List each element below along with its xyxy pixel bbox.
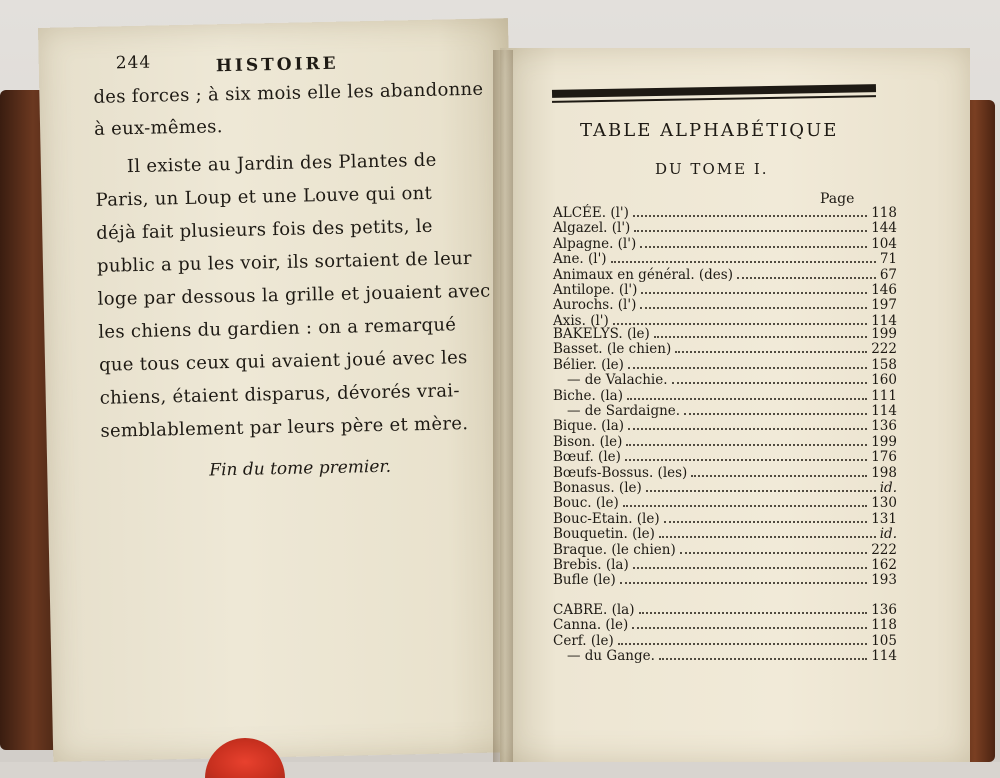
index-entry-page: 71 — [879, 251, 897, 268]
leader-dots — [626, 444, 867, 446]
index-entry-page: 158 — [871, 356, 897, 373]
index-entry — [553, 602, 897, 618]
index-entry-page: 114 — [871, 312, 897, 329]
index-entry — [553, 236, 897, 252]
book-gutter — [493, 50, 513, 762]
index-entry-label: Bufle (le) — [553, 572, 616, 589]
index-entry — [553, 572, 897, 588]
index-entry-label: Bonasus. (le) — [553, 480, 642, 496]
text-line: loge par dessous la grille et jouaient avec — [97, 280, 491, 310]
index-entry-label: Brebis. (la) — [553, 557, 629, 573]
leader-dots — [737, 277, 876, 279]
index-entry-label: Bouc. (le) — [553, 495, 619, 512]
index-entry-label: Bouc-Etain. (le) — [553, 510, 660, 527]
index-entry-label: Bélier. (le) — [553, 356, 624, 373]
index-entry-page: 146 — [871, 282, 897, 298]
index-entry-label: Biche. (la) — [553, 387, 623, 404]
leader-dots — [632, 627, 867, 629]
leader-dots — [680, 552, 867, 554]
index-entry — [553, 282, 897, 298]
index-entry-label: ALCÉE. (l') — [553, 205, 629, 221]
index-entry — [553, 341, 897, 357]
index-entry-label: Axis. (l') — [553, 312, 609, 329]
index-entry — [553, 434, 897, 450]
index-entry-label: — du Gange. — [567, 648, 655, 665]
index-entry — [553, 449, 897, 465]
leader-dots — [627, 398, 867, 400]
table-subtitle: DU TOME I. — [655, 160, 769, 178]
index-entry-label: Braque. (le chien) — [553, 541, 676, 558]
index-entry-label: Cerf. (le) — [553, 632, 614, 649]
leader-dots — [620, 582, 867, 584]
index-entry-page: 130 — [871, 495, 897, 512]
index-entry — [553, 526, 897, 542]
index-entry-page: 114 — [871, 403, 897, 419]
index-entry-label: CABRE. (la) — [553, 602, 635, 618]
index-entry — [553, 495, 897, 511]
index-entry — [553, 418, 897, 434]
leader-dots — [684, 413, 867, 415]
index-entry-page: 222 — [871, 341, 897, 358]
index-entry-label: Bouquetin. (le) — [553, 526, 655, 543]
text-line: déjà fait plusieurs fois des petits, le — [96, 215, 433, 244]
leader-dots — [646, 490, 876, 492]
index-entry-label: Bœuf. (le) — [553, 449, 621, 466]
index-entry-page: 136 — [871, 602, 897, 618]
index-entry — [553, 480, 897, 496]
index-entry-page: 199 — [871, 326, 897, 342]
index-entry-page: 193 — [871, 572, 897, 589]
index-entry-label: Animaux en général. (des) — [553, 266, 733, 283]
leader-dots — [628, 428, 867, 430]
index-entry-page: 131 — [871, 510, 897, 527]
index-entry-page: 144 — [871, 220, 897, 237]
index-entry — [553, 326, 897, 342]
index-entry-label: Alpagne. (l') — [553, 235, 637, 252]
text-line: les chiens du gardien : on a remarqué — [98, 314, 457, 343]
index-entry-page: 176 — [871, 449, 897, 466]
index-entry-page: 222 — [871, 541, 897, 558]
leader-dots — [623, 505, 867, 507]
index-entry-page: 197 — [871, 297, 897, 314]
text-line: à eux-mêmes. — [93, 116, 223, 140]
index-entry-page: 114 — [871, 648, 897, 665]
index-entry-label: Antilope. (l') — [553, 282, 638, 298]
leader-dots — [634, 230, 867, 232]
index-entry-label: Aurochs. (l') — [553, 297, 637, 314]
leader-dots — [640, 307, 867, 309]
index-entry-page: 104 — [871, 235, 897, 252]
leader-dots — [613, 323, 867, 325]
leader-dots — [633, 567, 867, 569]
index-entry — [553, 251, 897, 267]
index-entry — [553, 511, 897, 527]
text-line: public a pu les voir, ils sortaient de leur — [96, 247, 473, 277]
closing-line: Fin du tome premier. — [209, 456, 392, 481]
index-entry — [553, 297, 897, 313]
index-entry-page: id. — [879, 480, 897, 496]
leader-dots — [664, 521, 868, 523]
leader-dots — [611, 261, 876, 263]
leader-dots — [659, 536, 876, 538]
leader-dots — [628, 367, 867, 369]
leader-dots — [625, 459, 867, 461]
index-entry — [553, 465, 897, 481]
index-entry — [553, 205, 897, 221]
table-title: TABLE ALPHABÉTIQUE — [580, 120, 839, 141]
index-entry-page: 111 — [871, 387, 897, 404]
leader-dots — [641, 292, 867, 294]
text-line: Il existe au Jardin des Plantes de — [126, 149, 437, 178]
index-entry-page: 136 — [871, 418, 897, 435]
index-entry — [553, 648, 897, 664]
text-line: chiens, étaient disparus, dévorés vrai- — [99, 380, 460, 409]
index-entry — [553, 372, 897, 388]
index-entry-label: Bique. (la) — [553, 418, 625, 435]
index-entry-page: 118 — [871, 205, 897, 221]
index-entry — [553, 542, 897, 558]
index-entry-page: id. — [879, 526, 897, 543]
index-entry-page: 199 — [871, 433, 897, 450]
index-entry — [553, 220, 897, 236]
index-entry-page: 105 — [871, 632, 897, 649]
index-entry-label: BAKELYS. (le) — [553, 326, 650, 342]
index-entry — [553, 557, 897, 573]
index-entry-label: Algazel. (l') — [553, 220, 631, 237]
leader-dots — [639, 612, 868, 614]
leader-dots — [659, 658, 867, 660]
index-entry-label: — de Valachie. — [567, 372, 668, 389]
index-entry-label: Basset. (le chien) — [553, 341, 672, 358]
index-entry — [553, 357, 897, 373]
text-line: des forces ; à six mois elle les abandonne — [93, 78, 484, 108]
leader-dots — [675, 351, 867, 353]
index-entry-label: Bœufs-Bossus. (les) — [553, 464, 688, 481]
index-entry — [553, 267, 897, 283]
leader-dots — [633, 215, 867, 217]
text-line: semblablement par leurs père et mère. — [100, 413, 469, 442]
leader-dots — [640, 246, 867, 248]
index-entry — [553, 403, 897, 419]
index-entry-label: Bison. (le) — [553, 433, 623, 450]
text-line: que tous ceux qui avaient joué avec les — [98, 347, 468, 376]
index-entry-page: 160 — [871, 372, 897, 389]
index-entry-page: 198 — [871, 464, 897, 481]
index-entry — [553, 617, 897, 633]
index-entry-page: 67 — [879, 266, 897, 283]
leader-dots — [672, 382, 868, 384]
leader-dots — [618, 643, 868, 645]
leader-dots — [691, 475, 867, 477]
running-head: HISTOIRE — [215, 53, 339, 77]
index-entry — [553, 388, 897, 404]
index-entry-label: Canna. (le) — [553, 617, 629, 634]
text-line: Paris, un Loup et une Louve qui ont — [95, 182, 433, 211]
index-entry-label: Ane. (l') — [553, 251, 607, 268]
page-number: 244 — [115, 52, 152, 74]
page-column-label: Page — [820, 191, 855, 207]
leader-dots — [654, 336, 867, 338]
index-entry-page: 162 — [871, 557, 897, 573]
index-entry-page: 118 — [871, 617, 897, 634]
index-entry-label: — de Sardaigne. — [567, 403, 681, 419]
index-entry — [553, 633, 897, 649]
